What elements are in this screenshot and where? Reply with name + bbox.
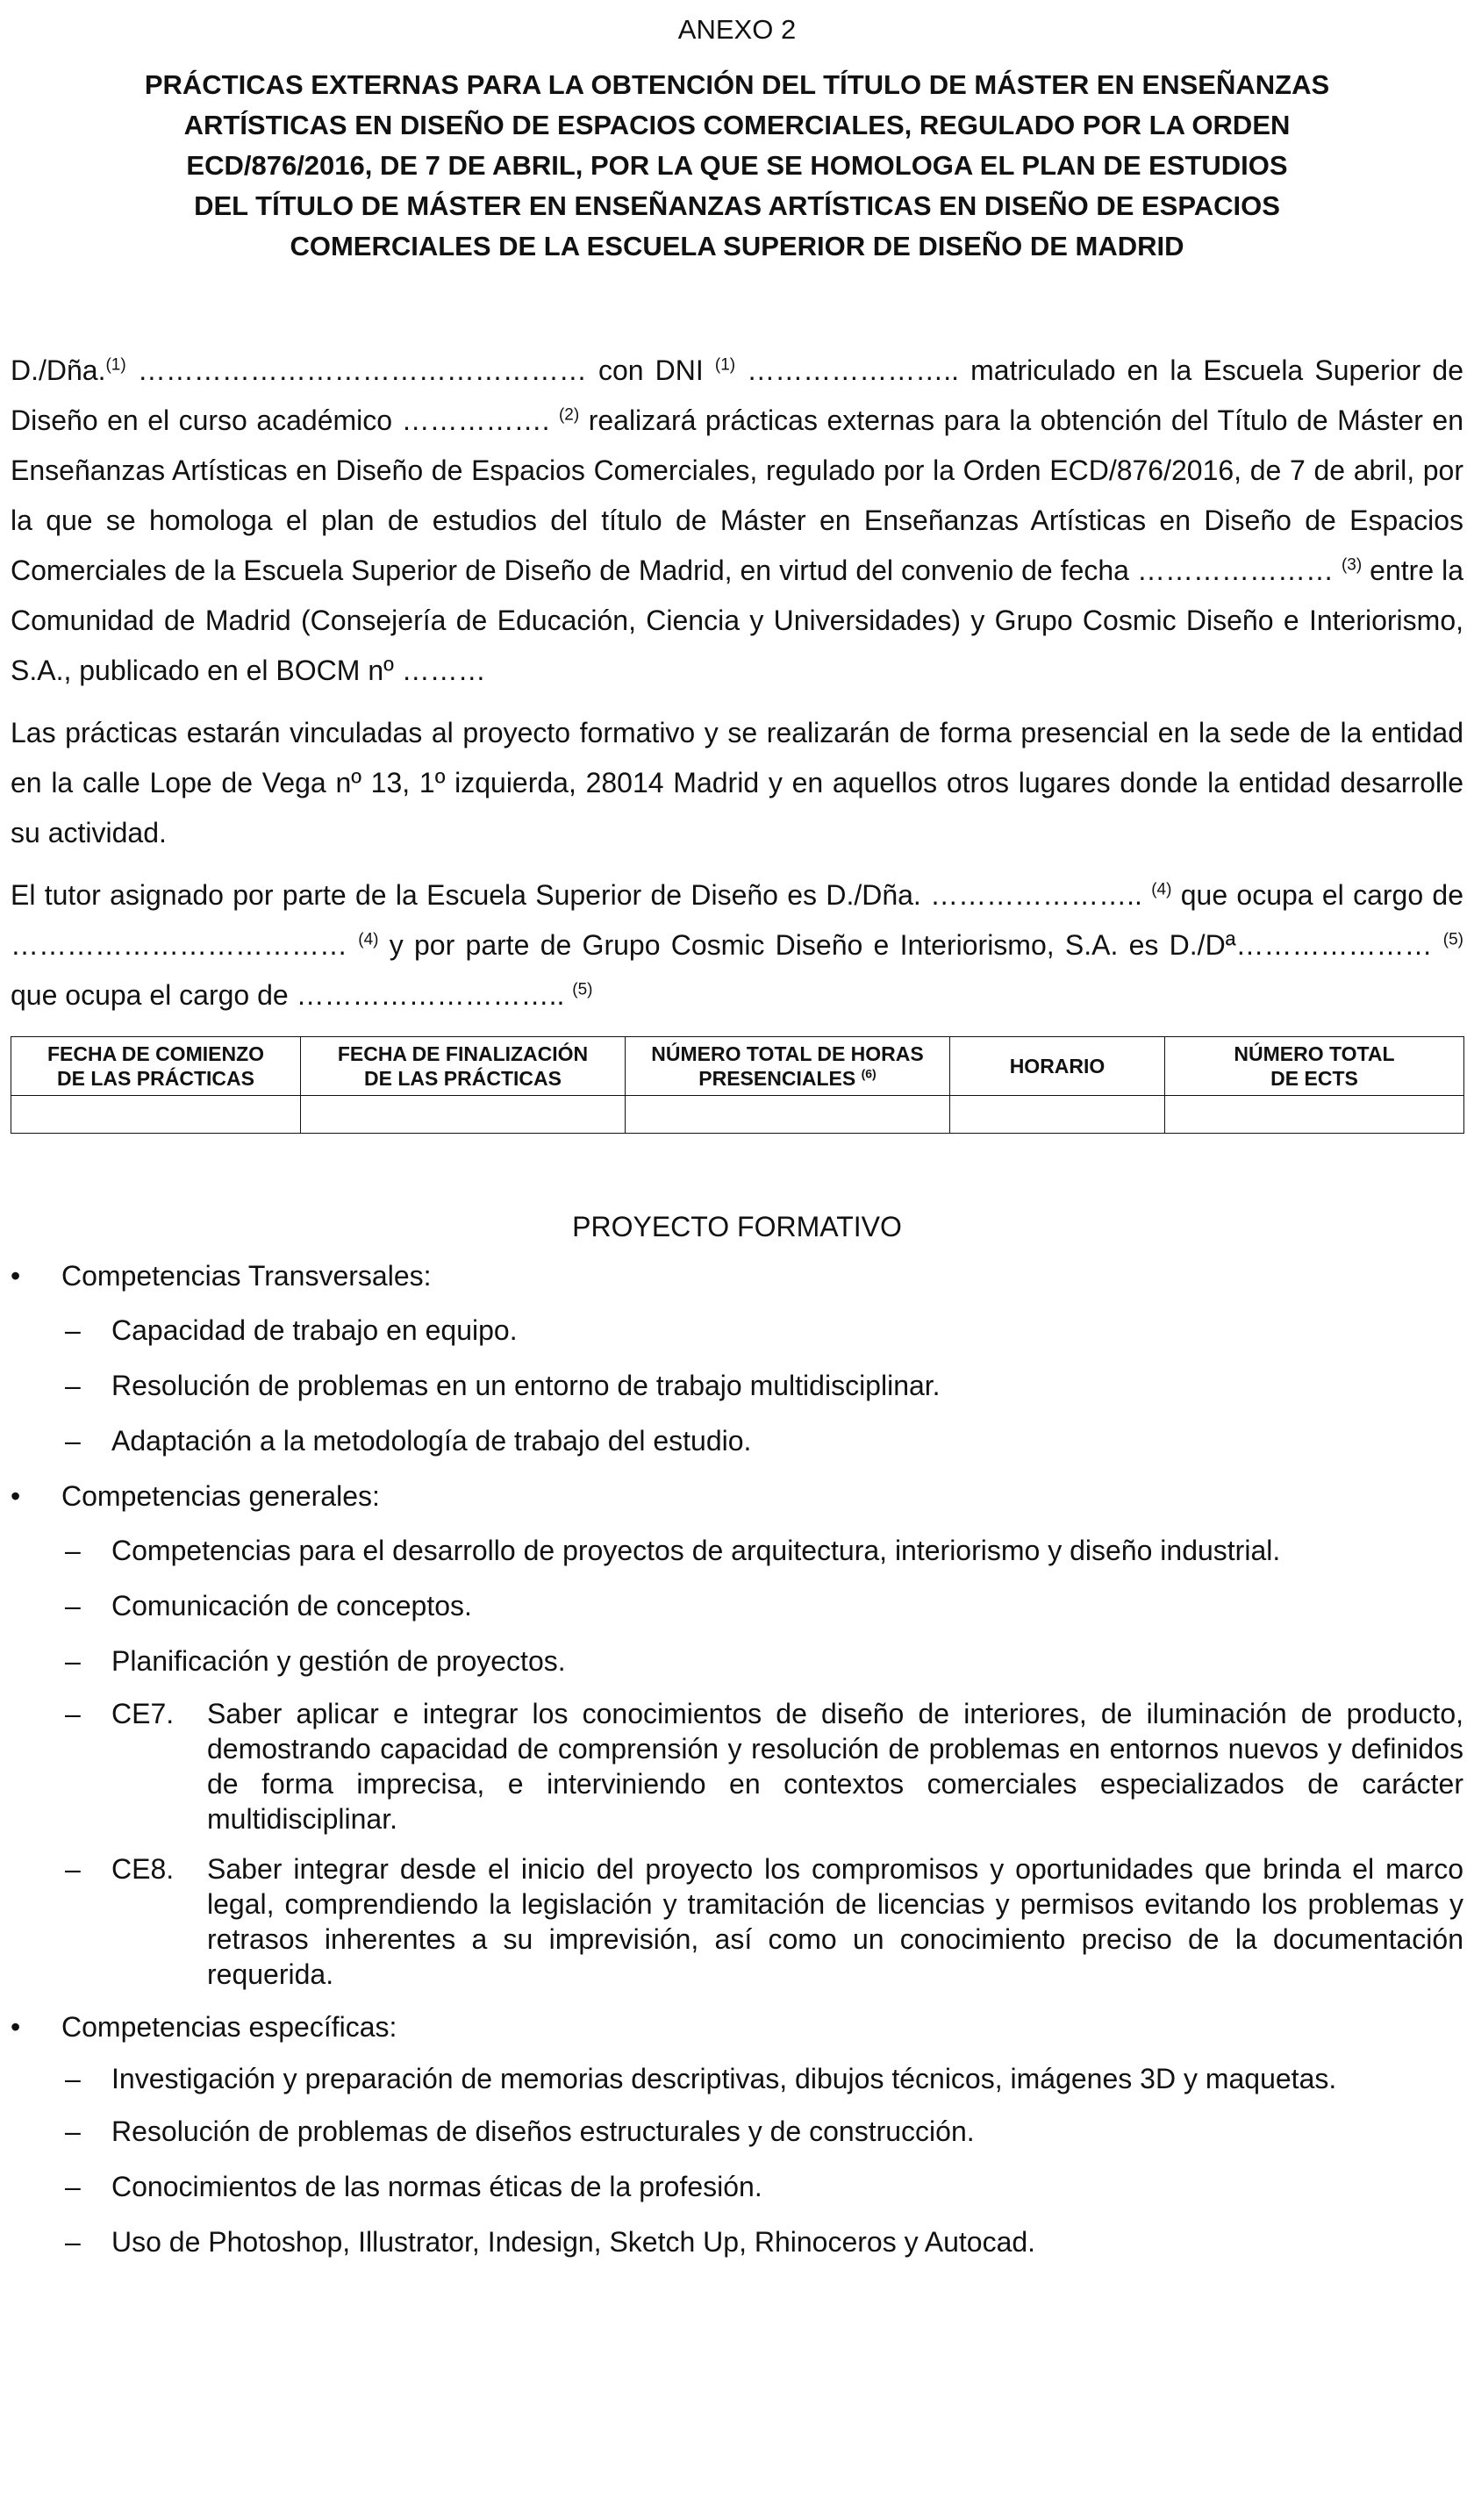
- dash-icon: –: [65, 1425, 81, 1457]
- footnote-ref: (1): [714, 355, 736, 375]
- list-heading: Competencias específicas:: [61, 2011, 397, 2043]
- item-text: Saber aplicar e integrar los conocimientos de diseño de interiores, de iluminación de producto, demostrando capacidad de comprensión y resolución de problemas en entornos nuevos y definidos de forma imprecisa, e interviniendo en contextos comerciales especializados de carácter multidisciplinar.: [207, 1698, 1463, 1835]
- text-run: realizará prácticas externas para la obtención del Título de Máster en Enseñanzas Artísticas en Diseño de Espacios Comerciales, regulado por la Orden ECD/876/2016, de 7 de abril, por la que se homologa el plan de estudios del título de Máster en Enseñanzas Artísticas en Diseño de Espacios Comerciales de la Escuela Superior de Diseño de Madrid, en virtud del convenio de fecha …………………: [11, 404, 1464, 586]
- header-end-date: [301, 1037, 626, 1096]
- title-line: COMERCIALES DE LA ESCUELA SUPERIOR DE DISEÑO DE MADRID: [290, 231, 1184, 261]
- header-total-ects: [1165, 1037, 1464, 1096]
- document-title: [11, 65, 1463, 267]
- header-schedule: HORARIO: [950, 1037, 1165, 1096]
- list-item: [11, 2111, 1463, 2151]
- cell-schedule[interactable]: [950, 1096, 1165, 1134]
- dash-icon: –: [65, 1314, 81, 1346]
- table-row: [11, 1096, 1464, 1134]
- table-header-row: [11, 1037, 1464, 1096]
- header-text: DE LAS PRÁCTICAS: [364, 1067, 562, 1090]
- list-item: [11, 1256, 1463, 1296]
- title-line: ECD/876/2016, DE 7 DE ABRIL, POR LA QUE SE HOMOLOGA EL PLAN DE ESTUDIOS: [186, 150, 1288, 181]
- footnote-ref: (4): [358, 930, 379, 949]
- list-item: [11, 1530, 1463, 1571]
- title-line: PRÁCTICAS EXTERNAS PARA LA OBTENCIÓN DEL TÍTULO DE MÁSTER EN ENSEÑANZAS: [144, 69, 1330, 100]
- cell-end-date[interactable]: [301, 1096, 626, 1134]
- list-item: [11, 1476, 1463, 1516]
- dash-icon: –: [65, 1370, 81, 1401]
- dash-icon: –: [65, 1698, 81, 1729]
- title-line: DEL TÍTULO DE MÁSTER EN ENSEÑANZAS ARTÍSTICAS EN DISEÑO DE ESPACIOS: [194, 190, 1280, 221]
- list-item: [11, 1586, 1463, 1626]
- title-line: ARTÍSTICAS EN DISEÑO DE ESPACIOS COMERCIALES, REGULADO POR LA ORDEN: [183, 110, 1291, 140]
- dash-icon: –: [65, 1853, 81, 1885]
- list-item: [11, 2061, 1463, 2096]
- competency-code: CE8.: [111, 1853, 175, 1885]
- dash-icon: –: [65, 2171, 81, 2202]
- header-text: NÚMERO TOTAL DE HORAS: [651, 1042, 924, 1065]
- text-run: y por parte de Grupo Cosmic Diseño e Interiorismo, S.A. es D./Dª…………………: [378, 929, 1443, 961]
- item-text: Investigación y preparación de memorias descriptivas, dibujos técnicos, imágenes 3D y maquetas.: [111, 2063, 1337, 2094]
- list-item: [11, 1421, 1463, 1461]
- text-run: entre la Comunidad de Madrid (Consejería de Educación, Ciencia y Universidades) y Grupo Cosmic Diseño e Interiorismo, S.A., publicado en el BOCM nº ………: [11, 555, 1464, 686]
- text-run: que ocupa el cargo de ………………………………: [11, 879, 1464, 961]
- footnote-ref: (5): [1442, 930, 1464, 949]
- annex-label: ANEXO 2: [677, 14, 797, 45]
- item-text: Adaptación a la metodología de trabajo del estudio.: [111, 1425, 752, 1457]
- list-item: [11, 2166, 1463, 2207]
- list-heading: Competencias generales:: [61, 1480, 380, 1512]
- text-run: que ocupa el cargo de ………………………..: [11, 979, 573, 1011]
- bullet-icon: •: [11, 2011, 21, 2043]
- list-item: [11, 1696, 1463, 1836]
- item-text: Planificación y gestión de proyectos.: [111, 1645, 566, 1677]
- footnote-ref: (5): [572, 980, 593, 999]
- list-heading: Competencias Transversales:: [61, 1260, 432, 1292]
- footnote-ref: (3): [1341, 555, 1363, 575]
- text-run: D./Dña.: [11, 354, 106, 386]
- list-item: [11, 1310, 1463, 1350]
- text-run: ………………………………………… con DNI: [125, 354, 715, 386]
- header-text: DE LAS PRÁCTICAS: [57, 1067, 254, 1090]
- document-page: [11, 9, 1463, 2277]
- competency-code: CE7.: [111, 1698, 175, 1729]
- tutor-paragraph: [11, 870, 1463, 1020]
- header-text: NÚMERO TOTAL: [1234, 1042, 1395, 1065]
- header-text: FECHA DE COMIENZO: [47, 1042, 265, 1065]
- dash-icon: –: [65, 1590, 81, 1622]
- cell-total-ects[interactable]: [1165, 1096, 1464, 1134]
- internship-dates-table: [11, 1036, 1464, 1134]
- text-run: ………………….. matriculado en la Escuela Superior de Diseño en el curso académico …………….: [11, 354, 1464, 436]
- header-text: PRESENCIALES: [698, 1067, 856, 1090]
- cell-start-date[interactable]: [11, 1096, 301, 1134]
- item-text: Comunicación de conceptos.: [111, 1590, 472, 1622]
- footnote-ref: (4): [1151, 880, 1172, 899]
- dash-icon: –: [65, 2226, 81, 2258]
- item-text: Conocimientos de las normas éticas de la profesión.: [111, 2171, 762, 2202]
- item-text: Competencias para el desarrollo de proyectos de arquitectura, interiorismo y diseño industrial.: [111, 1535, 1281, 1566]
- list-item: [11, 1365, 1463, 1406]
- item-text: Saber integrar desde el inicio del proyecto los compromisos y oportunidades que brinda el marco legal, comprendiendo la legislación y tramitación de licencias y permisos evitando los problemas y retrasos inherentes a su imprevisión, así como un conocimiento preciso de la documentación requerida.: [207, 1853, 1463, 1990]
- list-item: [11, 2007, 1463, 2047]
- student-declaration-paragraph: [11, 346, 1463, 696]
- item-text: Uso de Photoshop, Illustrator, Indesign, Sketch Up, Rhinoceros y Autocad.: [111, 2226, 1036, 2258]
- list-item: [11, 2222, 1463, 2262]
- item-text: Capacidad de trabajo en equipo.: [111, 1314, 518, 1346]
- bullet-icon: •: [11, 1480, 21, 1512]
- list-item: [11, 1641, 1463, 1681]
- location-paragraph: Las prácticas estarán vinculadas al proyecto formativo y se realizarán de forma presencial en la sede de la entidad en la calle Lope de Vega nº 13, 1º izquierda, 28014 Madrid y en aquellos otros lugares donde la entidad desarrolle su actividad.: [11, 717, 1463, 848]
- bullet-icon: •: [11, 1260, 21, 1292]
- dash-icon: –: [65, 2116, 81, 2147]
- competencies-list: [11, 1256, 1463, 2262]
- header-total-hours: [626, 1037, 950, 1096]
- header-start-date: [11, 1037, 301, 1096]
- cell-total-hours[interactable]: [626, 1096, 950, 1134]
- list-item: [11, 1851, 1463, 1992]
- training-project-title: PROYECTO FORMATIVO: [572, 1211, 902, 1242]
- item-text: Resolución de problemas en un entorno de trabajo multidisciplinar.: [111, 1370, 941, 1401]
- footnote-ref: (6): [861, 1066, 877, 1081]
- footnote-ref: (2): [558, 405, 580, 425]
- dash-icon: –: [65, 1535, 81, 1566]
- header-text: DE ECTS: [1270, 1067, 1358, 1090]
- header-text: FECHA DE FINALIZACIÓN: [337, 1042, 589, 1065]
- dash-icon: –: [65, 2063, 81, 2094]
- dash-icon: –: [65, 1645, 81, 1677]
- item-text: Resolución de problemas de diseños estructurales y de construcción.: [111, 2116, 975, 2147]
- footnote-ref: (1): [105, 355, 126, 375]
- text-run: El tutor asignado por parte de la Escuela Superior de Diseño es D./Dña. …………………..: [11, 879, 1152, 911]
